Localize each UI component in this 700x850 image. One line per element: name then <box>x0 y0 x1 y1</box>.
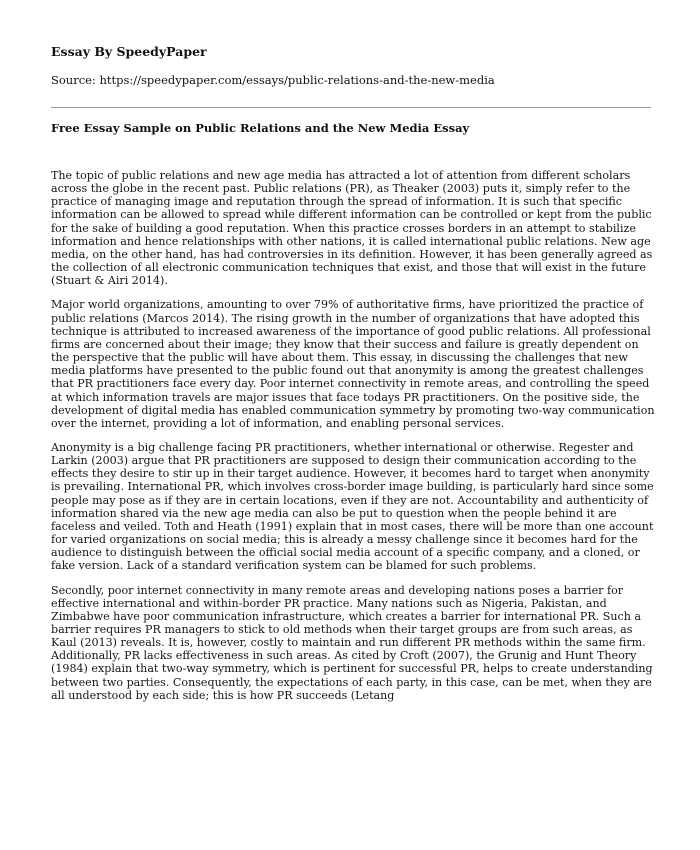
paragraph: Secondly, poor internet connectivity in many remote areas and developing nations poses a barrier for effective international and within-border PR practice. Many nations such as Nigeria, Pakistan, and Zimbabwe have poor communication infrastructure, which creates a barrier for international PR. Such a barrier requires PR managers to stick to old methods when their target groups are from such areas, as Kaul (2013) reveals. It is, however, costly to maintain and run different PR methods within the same firm. Additionally, PR lacks effectiveness in such areas. As cited by Croft (2007), the Grunig and Hunt Theory (1984) explain that two-way symmetry, which is pertinent for successful PR, helps to create understanding between two parties. Consequently, the expectations of each party, in this case, can be met, when they are all understood by each side; this is how PR succeeds (Letang <box>51 583 653 702</box>
document-header-title: Essay By SpeedyPaper <box>51 44 207 59</box>
header-divider <box>51 107 651 108</box>
source-line: Source: https://speedypaper.com/essays/public-relations-and-the-new-media <box>51 73 495 87</box>
paragraph: Anonymity is a big challenge facing PR practitioners, whether international or otherwise. Regester and Larkin (2003) argue that PR practitioners are supposed to design their communication according to the effects they desire to stir up in their target audience. However, it becomes hard to target when anonymity is prevailing. International PR, which involves cross-border image building, is particularly hard since some people may pose as if they are in certain locations, even if they are not. Accountability and authenticity of information shared via the new age media can also be put to question when the people behind it are faceless and veiled. Toth and Heath (1991) explain that in most cases, there will be more than one account for varied organizations on social media; this is already a messy challenge since it becomes hard for the audience to distinguish between the official social media account of a specific company, and a cloned, or fake version. Lack of a standard verification system can be blamed for such problems. <box>51 440 654 573</box>
essay-body <box>51 169 655 713</box>
paragraph: The topic of public relations and new age media has attracted a lot of attention from different scholars across the globe in the recent past. Public relations (PR), as Theaker (2003) puts it, simply refer to the practice of managing image and reputation through the spread of information. It is such that specific information can be allowed to spread while different information can be controlled or kept from the public for the sake of building a good reputation. When this practice crosses borders in an attempt to stabilize information and hence relationships with other nations, it is called international public relations. New age media, on the other hand, has had controversies in its definition. However, it has been generally agreed as the collection of all electronic communication techniques that exist, and those that will exist in the future (Stuart & Airi 2014). <box>51 169 653 288</box>
paragraph: Major world organizations, amounting to over 79% of authoritative firms, have prioritized the practice of public relations (Marcos 2014). The rising growth in the number of organizations that have adopted this technique is attributed to increased awareness of the importance of good public relations. All professional firms are concerned about their image; they know that their success and failure is greatly dependent on the perspective that the public will have about them. This essay, in discussing the challenges that new media platforms have presented to the public found out that anonymity is among the greatest challenges that PR practitioners face every day. Poor internet connectivity in remote areas, and controlling the speed at which information travels are major issues that face todays PR practitioners. On the positive side, the development of digital media has enabled communication symmetry by promoting two-way communication over the internet, providing a lot of information, and enabling personal services. <box>51 298 655 430</box>
essay-title: Free Essay Sample on Public Relations and the New Media Essay <box>51 121 470 135</box>
